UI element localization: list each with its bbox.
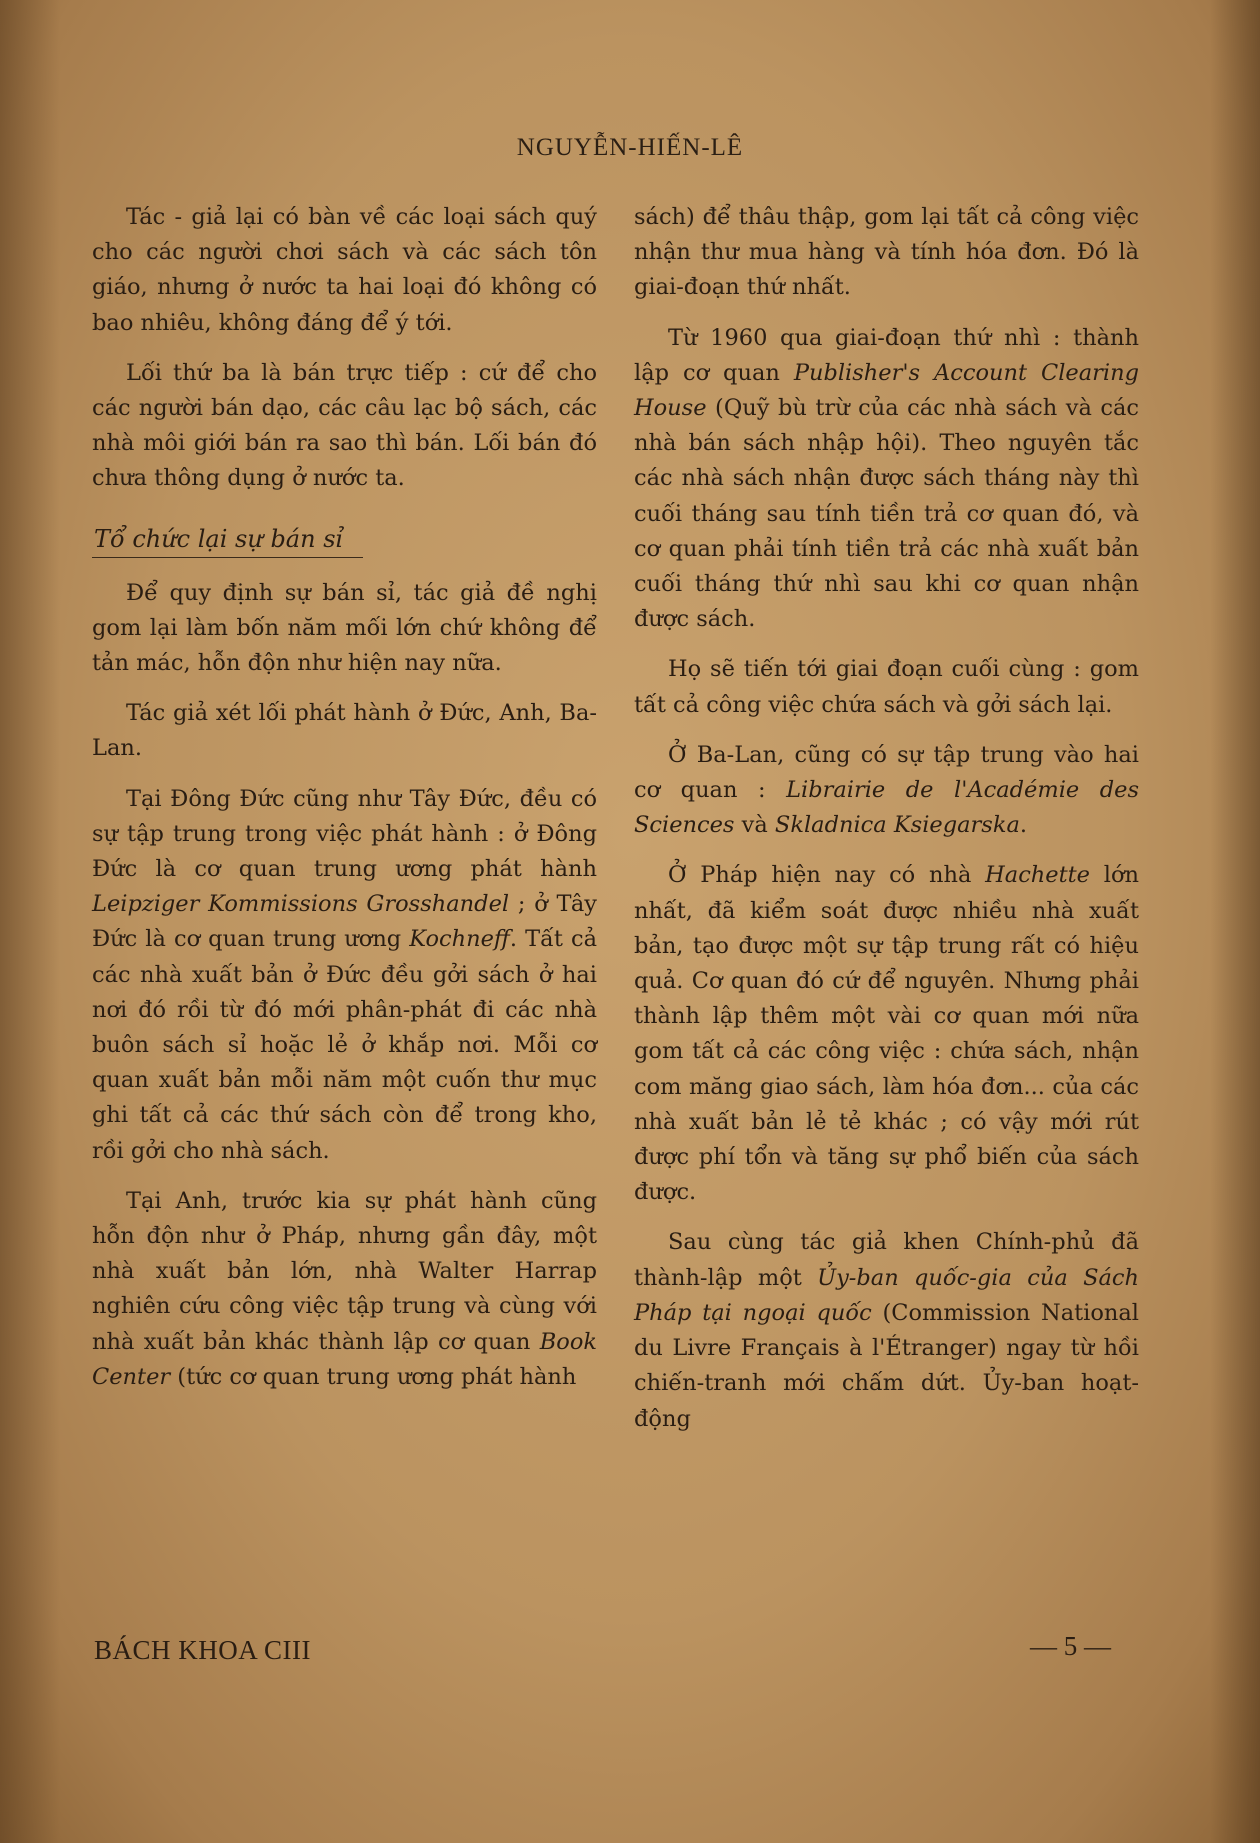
paragraph: sách) để thâu thập, gom lại tất cả công việc nhận thư mua hàng và tính hóa đơn. Đó là giai-đoạn thứ nhất. bbox=[634, 204, 1139, 301]
org-name: Leipziger Kommissions Grosshandel bbox=[92, 891, 510, 918]
org-name: Kochneff bbox=[409, 926, 510, 953]
running-title: NGUYỄN-HIẾN-LÊ bbox=[516, 134, 744, 161]
left-column bbox=[92, 200, 597, 1410]
org-name: Skladnica Ksiegarska bbox=[774, 812, 1020, 839]
org-name: Librairie de l'Académie des Sciences bbox=[634, 777, 1139, 839]
magazine-name: BÁCH KHOA CIII bbox=[94, 1635, 312, 1665]
paragraph: Tại Anh, trước kia sự phát hành cũng hỗn độn như ở Pháp, nhưng gần đây, một nhà xuất bản lớn, nhà Walter Harrap nghiên cứu công việc tập trung và cùng với nhà xuất bản khác thành lập cơ quan Book Center (tức cơ quan trung ương phát hành bbox=[92, 1187, 597, 1390]
paragraph: Lối thứ ba là bán trực tiếp : cứ để cho các người bán dạo, các câu lạc bộ sách, các nhà môi giới bán ra sao thì bán. Lối bán đó chưa thông dụng ở nước ta. bbox=[92, 359, 597, 492]
org-name: Publisher's Account Clearing House bbox=[634, 359, 1139, 422]
paragraph: Sau cùng tác giả khen Chính-phủ đã thành-lập một Ủy-ban quốc-gia của Sách Pháp tại ngoại quốc (Commission National du Livre Français à l'Étranger) ngay từ hồi chiến-tranh mới chấm dứt. Ủy-ban hoạt-động bbox=[634, 1229, 1139, 1432]
paragraph: Tác giả xét lối phát hành ở Đức, Anh, Ba-Lan. bbox=[92, 700, 597, 762]
paragraph: Từ 1960 qua giai-đoạn thứ nhì : thành lập cơ quan Publisher's Account Clearing House (Quỹ bù trừ của các nhà sách và các nhà bán sách nhập hội). Theo nguyên tắc các nhà sách nhận được sách tháng này thì cuối tháng sau tính tiền trả cơ quan đó, và cơ quan phải tính tiền trả các nhà xuất bản cuối tháng thứ nhì sau khi cơ quan nhận được sách. bbox=[634, 324, 1139, 633]
paragraph: Tác - giả lại có bàn về các loại sách quý cho các người chơi sách và các sách tôn giáo, nhưng ở nước ta hai loại đó không có bao nhiêu, không đáng để ý tới. bbox=[92, 204, 597, 336]
org-name: Book Center bbox=[92, 1328, 597, 1390]
paragraph: Để quy định sự bán sỉ, tác giả đề nghị gom lại làm bốn năm mối lớn chứ không để tản mác, hỗn độn như hiện nay nữa. bbox=[92, 579, 597, 677]
page-number: — 5 — bbox=[1030, 1631, 1111, 1661]
section-heading: Tổ chức lại sự bán sỉ bbox=[92, 522, 363, 558]
org-name: Hachette bbox=[985, 862, 1090, 889]
paragraph: Ở Pháp hiện nay có nhà Hachette lớn nhất, đã kiểm soát được nhiều nhà xuất bản, tạo được một sự tập trung rất có hiệu quả. Cơ quan đó cứ để nguyên. Nhưng phải thành lập thêm một vài cơ quan mới nữa gom tất cả các công việc : chứa sách, nhận com măng giao sách, làm hóa đơn... của các nhà xuất bản lẻ tẻ khác ; có vậy mới rút được phí tổn và tăng sự phổ biến của sách được. bbox=[634, 862, 1139, 1206]
paragraph: Họ sẽ tiến tới giai đoạn cuối cùng : gom tất cả công việc chứa sách và gởi sách lại. bbox=[634, 656, 1139, 718]
paragraph: Tại Đông Đức cũng như Tây Đức, đều có sự tập trung trong việc phát hành : ở Đông Đức là cơ quan trung ương phát hành Leipziger Kommissions Grosshandel ; ở Tây Đức là cơ quan trung ương Kochneff. Tất cả các nhà xuất bản ở Đức đều gởi sách ở hai nơi đó rồi từ đó mới phân-phát đi các nhà buôn sách sỉ hoặc lẻ ở khắp nơi. Mỗi cơ quan xuất bản mỗi năm một cuốn thư mục ghi tất cả các thứ sách còn để trong kho, rồi gởi cho nhà sách. bbox=[92, 785, 597, 1164]
paragraph: Ở Ba-Lan, cũng có sự tập trung vào hai cơ quan : Librairie de l'Académie des Sciences và Skladnica Ksiegarska. bbox=[634, 741, 1139, 839]
org-name: Ủy-ban quốc-gia của Sách Pháp tại ngoại quốc bbox=[634, 1264, 1139, 1326]
right-column bbox=[634, 200, 1139, 1452]
